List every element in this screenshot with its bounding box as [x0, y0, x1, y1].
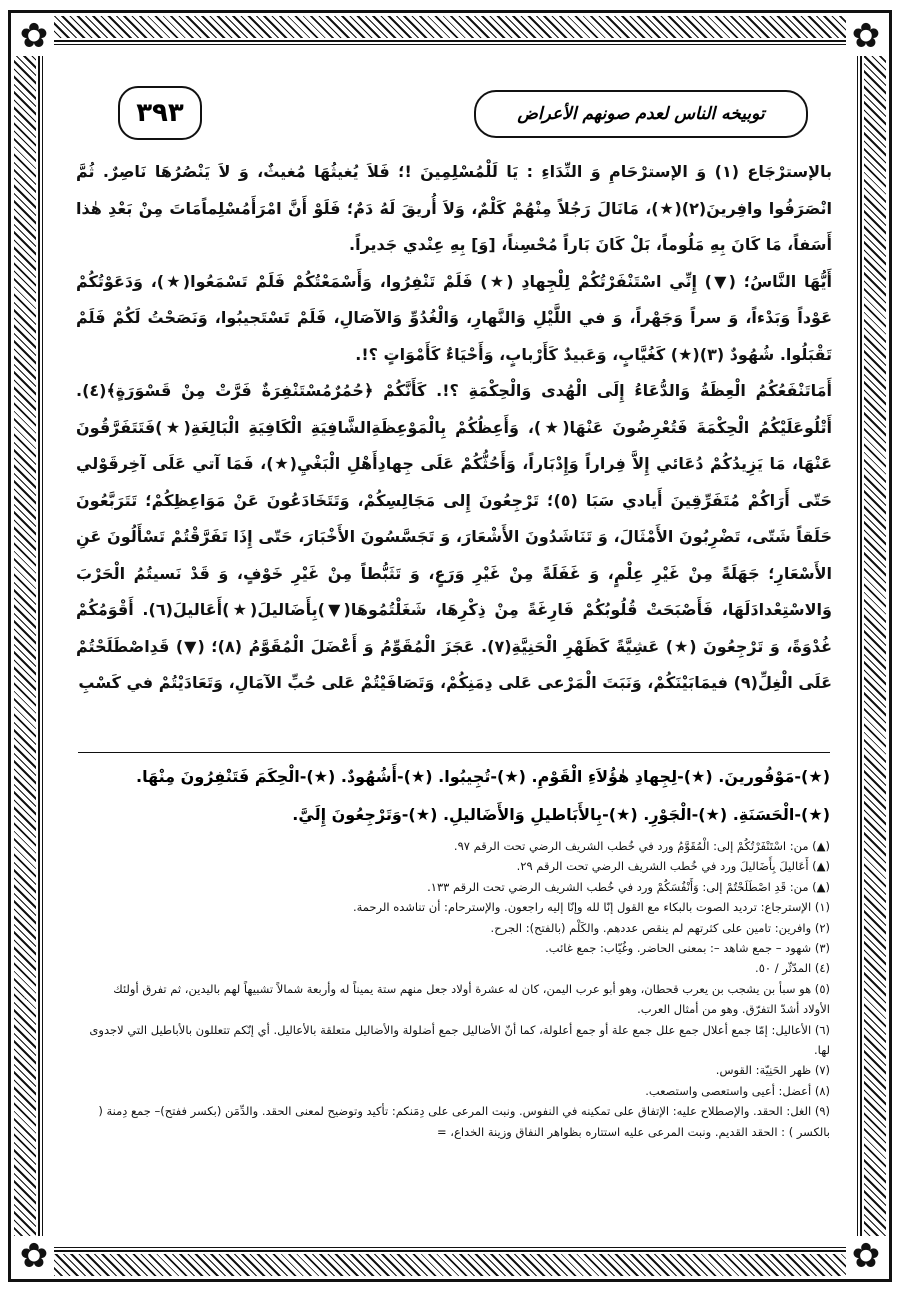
footnote: (▲) أَعَاليلَ بِأَضَاليلَ ورد في خُطب الشريف الرضي تحت الرقم ٢٩.	[516, 859, 830, 874]
corner-flower-icon: ✿	[846, 1236, 886, 1276]
page-number: ٣٩٣	[118, 86, 202, 140]
corner-flower-icon: ✿	[846, 16, 886, 56]
footnote-divider	[78, 752, 830, 753]
footnote: (٩) الغل: الحقد. والإصطلاح عليه: الإتفاق على تمكينه في النفوس. ونبت المرعى على دِمَنكم: تأكيد وتوضيح لمعنى الحقد. والدِّمَن (بكسر ففتح)– جمع دِمنة ( بالكسر ) : الحقد القديم. ونبت المرعى عليه استتاره بظواهر النفاق وزينة الخداع، =	[98, 1104, 830, 1139]
corner-flower-icon: ✿	[14, 1236, 54, 1276]
main-text	[76, 154, 832, 702]
paragraph: بالإسترْجَاع (١) وَ الإسترْحَامِ وَ النِّدَاءِ : يَا لَلْمُسْلِمِينَ !؛ فَلاَ يُغيثُهَا مُغيثٌ، وَ لاَ يَنْصُرُهَا نَاصِرٌ. ثُمَّ انْصَرَفُوا وافِرينَ(٢)(★)، مَانَالَ رَجُلاً مِنْهُمْ كَلْمٌ، وَلاَ أُريقَ لَهُ دَمٌ؛ فَلَوْ أَنَّ امْرَأَمُسْلِماًمَاتَ مِنْ بَعْدِ هٰذا أَسَفاً، مَا كَانَ بِهِ مَلُوماً، بَلْ كَانَ بَاراً مُحْسِناً، [وَ] بِهِ عِنْدي جَديراً.	[76, 162, 833, 254]
star-gloss-line: (★)-مَوْفُورينَ. (★)-لِجِهادِ هٰؤُلاَءِ الْقَوْمِ. (★)-تُجِيبُوا. (★)-أَشُهُودٌ. (★)-الْحِكَمَ فَتَنْفِرُونَ مِنْهَا.	[136, 767, 830, 786]
star-glosses	[110, 758, 830, 834]
paragraph: أَمَاتَنْفَعُكُمُ الْعِظَةُ وَالدُّعَاءُ إِلَى الْهُدى وَالْحِكْمَةِ ؟!. كَأَنَّكُمْ ﴿حُمُرٌمُسْتَنْفِرَةٌ فَرَّتْ مِنْ قَسْوَرَةٍ﴾(٤). أَتْلُوعَلَيْكُمُ الْحِكْمَةَ فَتُعْرِضُونَ عَنْهَا(★)، وَأَعِظُكُمْ بِالْمَوْعِظَةِالشَّافِيَةِ الْكَافِيَةِ الْبَالِغَةِ(★)فَتَتَفَرَّقُونَ عَنْهَا، مَا يَزِيدُكُمْ دُعَائي إِلاَّ فِراراً وَإِدْبَاراً، وَأَحُثُّكُمْ عَلَى جِهادِأَهْلِ الْبَغْيِ(★)، فَمَا آتي عَلَى آخِرقَوْلي حَتّى أَرَاكُمْ مُتَفَرِّقِينَ أَيادي سَبَا (٥)؛ تَرْجِعُونَ إِلى مَجَالِسِكُمْ، وَتَتَخَادَعُونَ عَنْ مَوَاعِظِكُمْ؛ تَتَرَبَّعُونَ حَلَقاً شَتّى، تَضْرِبُونَ الأَمْثَالَ، وَ تَنَاشَدُونَ الأَشْعَارَ، وَ تَجَسَّسُونَ الأَخْبَارَ، حَتّى إِذَا تَفَرَّقْتُمْ تَسْأَلُونَ عَنِ الأَسْعَارِ؛ جَهَلَةً مِنْ غَيْرِ عِلْمٍ، وَ غَفَلَةً مِنْ غَيْرِ وَرَعٍ، وَ تَثَبُّطاً مِنْ غَيْرِ خَوْفٍ، وَ قَدْ نَسيتُمُ الْحَرْبَ وَالاسْتِعْدادَلَهَا، فَأَصْبَحَتْ قُلُوبُكُمْ فَارِغَةً مِنْ ذِكْرِهَا، شَغَلْتُمُوهَا(▼)بِأَضَاليلَ(★)أَعَاليلَ(٦). أَقْوَمُكُمْ غُدْوَةً، وَ تَرْجِعُونَ (★) عَشِيَّةً كَظَهْرِ الْحَنِيَّةِ(٧). عَجَزَ الْمُقَوِّمُ وَ أَعْضَلَ الْمُقَوَّمُ (٨)؛ (▼) قَدِاصْطَلَحْتُمْ عَلَى الْغِلِّ(٩) فيمَابَيْنَكُمْ، وَنَبَتَ الْمَرْعى عَلى دِمَنِكُمْ، وَتَصَافَيْتُمْ عَلى حُبِّ الآمَالِ، وَتَعَادَيْتُمْ في كَسْبِ	[76, 381, 833, 692]
paragraph: أَيُّهَا النَّاسُ؛ (▼) إِنِّي اسْتَنْفَرْتُكُمْ لِلْجِهادِ (★) فَلَمْ تَنْفِرُوا، وَأَسْمَعْتُكُمْ فَلَمْ تَسْمَعُوا(★)، وَدَعَوْتُكُمْ عَوْداً وَبَدْءاً، وَ سراً وَجَهْراً، وَ في اللَّيْلِ وَالنَّهارِ، وَالْغُدُوِّ وَالآصَالِ، فَلَمْ تَسْتَجيبُوا، وَنَصَحْتُ لَكُمْ فَلَمْ تَقْبَلُوا. شُهُودٌ (٣)(★) كَغُيَّابٍ، وَعَبيدٌ كَأَرْبابٍ، وَأَحْيَاءٌ كَأَمْوَاتٍ ؟!.	[76, 271, 832, 364]
footnote: (▲) من: اسْتَنْفَرْتُكُمْ إلى: الْمُقَوَّمُ ورد في خُطب الشريف الرضي تحت الرقم ٩٧.	[453, 839, 830, 853]
footnote: (٦) الأعاليل: إمّا جمع أعلال جمع علل جمع علة أو جمع أعلولة، كما أنّ الأضاليل جمع أضلولة والأضاليل متعلقة بالأعاليل. أي إنّكم تتعللون بالأباطيل التي لاجدوى لها.	[89, 1022, 830, 1058]
footnotes	[86, 836, 830, 1142]
footnote: (٤) المدّثّر / ٥٠.	[755, 961, 830, 976]
footnote: (▲) من: قَدِ اصْطَلَحْتُمْ إلى: وَأَنْفُسَكُمْ ورد في خُطب الشريف الرضي تحت الرقم ١٣٣.	[427, 879, 830, 894]
running-title: توبيخه الناس لعدم صونهم الأعراض	[517, 104, 765, 124]
star-gloss-line: (★)-الْحَسَنَةِ. (★)-الْجَوْرِ. (★)-بِالأَبَاطيلِ وَالأَضَاليلِ. (★)-وَتَرْجِعُونَ إِلَيَّ.	[292, 805, 830, 824]
page-header	[118, 86, 808, 142]
footnote: (٣) شهود – جمع شاهد –: بمعنى الحاضر. وغُيّاب: جمع غائب.	[545, 941, 830, 956]
footnote: (١) الإسترجاع: ترديد الصوت بالبكاء مع القول إنّا لله وإنّا إليه راجعون. والإسترحام: أن تناشده الرحمة.	[352, 900, 830, 915]
footnote: (٨) أعضل: أعيى واستعصى واستصعب.	[645, 1083, 830, 1098]
footnote: (٢) وافرين: تامين على كثرتهم لم ينقص عددهم. والكَلْم (بالفتح): الجرح.	[490, 920, 830, 935]
footnote: (٥) هو سبأ بن يشجب بن يعرب قحطان، وهو أبو عرب اليمن، كان له عشرة أولاد جعل منهم ستة يميناً له وأربعة شمالاً تشبيهاً لهم باليدين، ثم تفرق أولئك الأولاد أشدّ التفرّق. وهو من أمثال العرب.	[113, 981, 830, 1017]
corner-flower-icon: ✿	[14, 16, 54, 56]
running-title-box	[474, 90, 808, 138]
footnote: (٧) ظهر الحَنِيّة: القوس.	[715, 1063, 830, 1078]
